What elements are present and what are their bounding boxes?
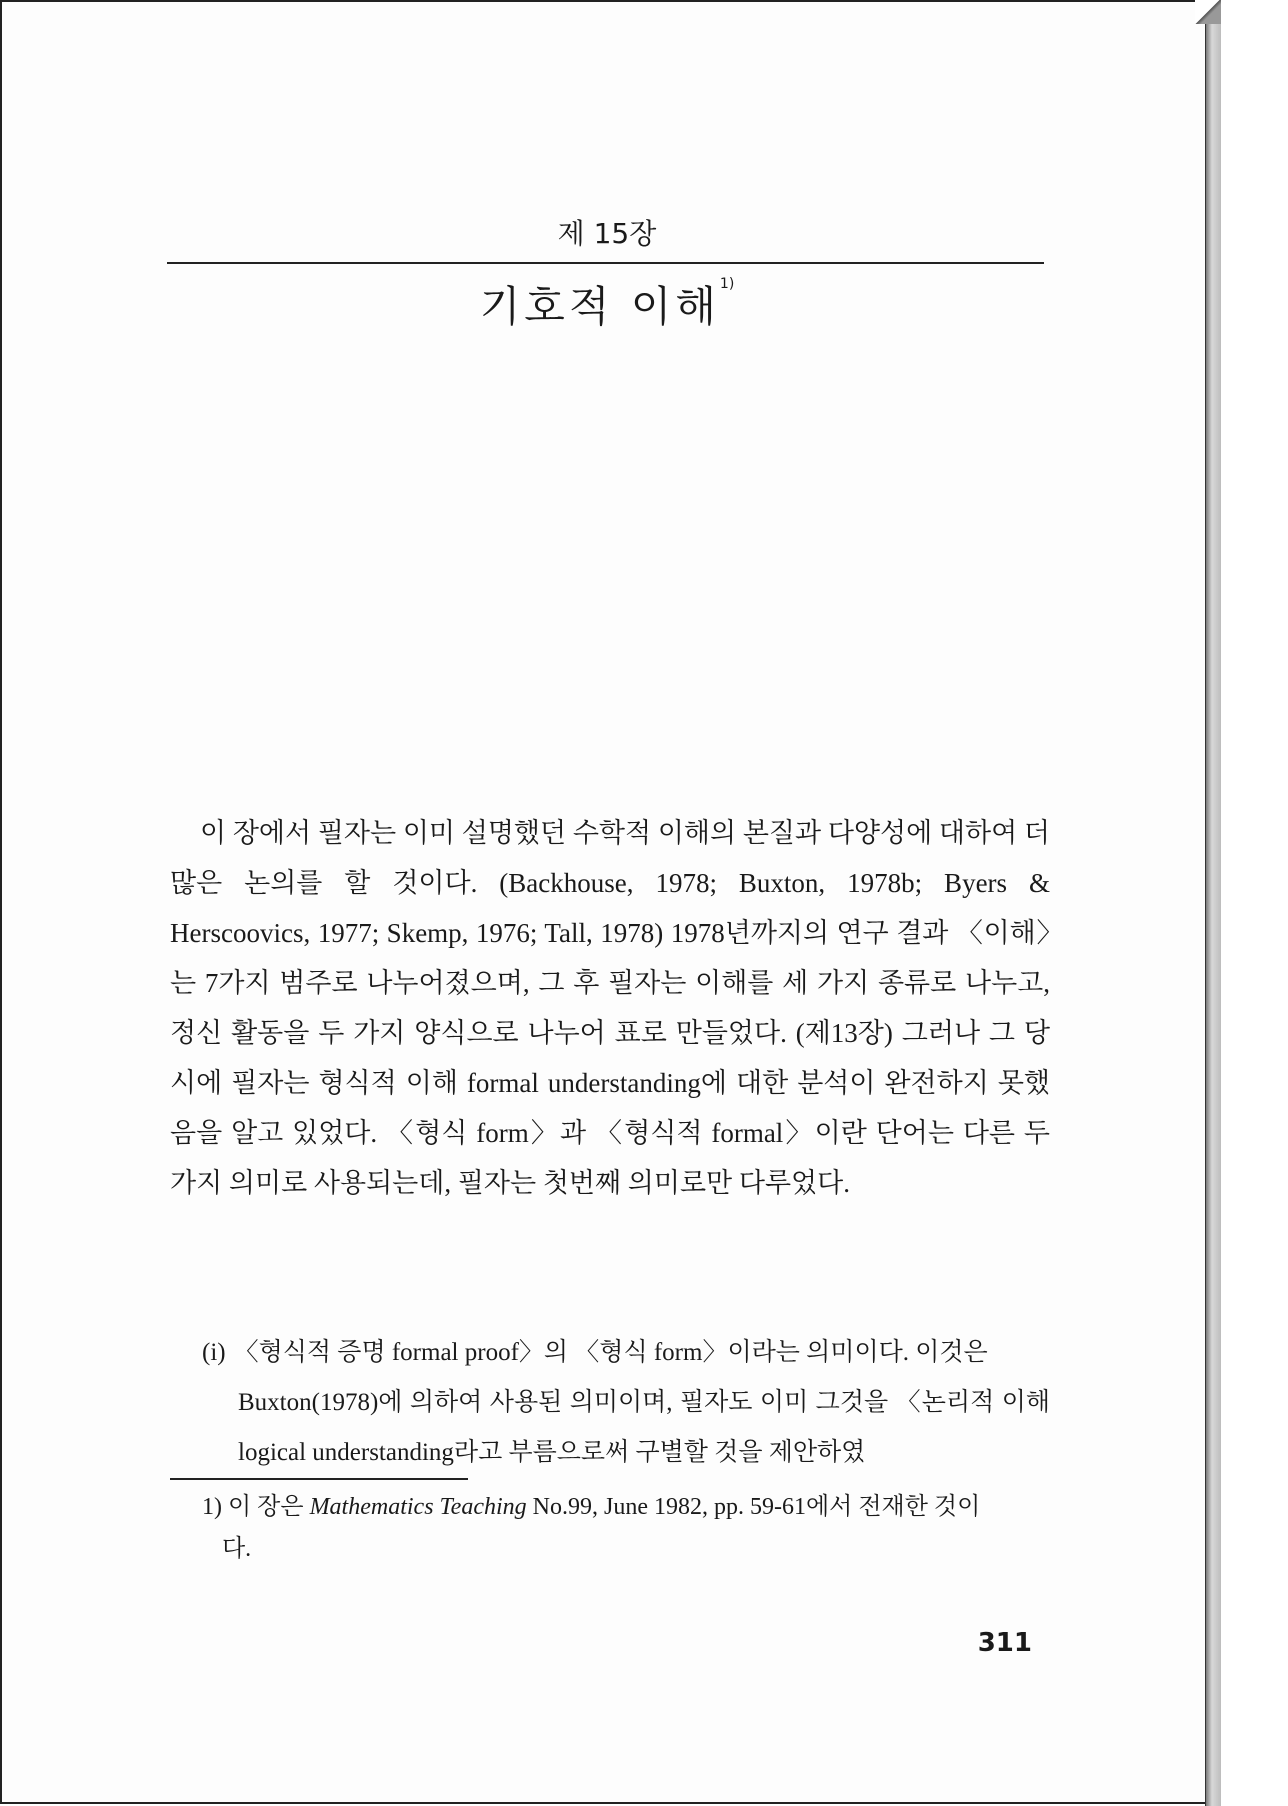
chapter-title [2,274,1212,334]
list-first-line: 〈형식적 증명 formal proof〉의 〈형식 form〉이라는 의미이다. 이것은 [233,1339,988,1366]
footnote-journal: Mathematics Teaching [309,1494,527,1520]
title-rule [167,262,1044,264]
footnote [202,1486,1050,1570]
chapter-title-footnote-mark: 1) [719,276,735,292]
footnote-text-after: No.99, June 1982, pp. 59-61에서 전재한 것이 [532,1494,981,1520]
page-corner [1195,0,1221,24]
list-marker: (i) [202,1339,226,1366]
chapter-title-text: 기호적 이해 [479,282,720,331]
chapter-number: 제 15장 [557,217,657,250]
footnote-text-line2: 다. [222,1536,252,1562]
page-edge [1205,0,1221,1806]
body-paragraph-text: 이 장에서 필자는 이미 설명했던 수학적 이해의 본질과 다양성에 대하여 더 많은 논의를 할 것이다. (Backhouse, 1978; Buxton, 1978b; Byers & Herscoovics, 1977; Skemp, 1976; Tall, 1978) 1978년까지의 연구 결과 〈이해〉는 7가지 범주로 나누어졌으며, 그 후 필자는 이해를 세 가지 종류로 나누고, 정신 활동을 두 가지 양식으로 나누어 표로 만들었다. (제13장) 그러나 그 당시에 필자는 형식적 이해 formal understanding에 대한 분석이 완전하지 못했음을 알고 있었다. 〈형식 form〉과 〈형식적 formal〉이란 단어는 다른 두 가지 의미로 사용되는데, 필자는 첫번째 의미로만 다루었다. [170,818,1050,1198]
footnote-rule [170,1478,468,1480]
footnote-text-before: 이 장은 [228,1494,304,1520]
footnote-mark: 1) [202,1494,222,1520]
list-item-i [202,1328,1050,1478]
page-number: 311 [977,1628,1032,1658]
body-paragraph [170,808,1050,1208]
list-continuation: Buxton(1978)에 의하여 사용된 의미이며, 필자도 이미 그것을 〈논리적 이해 logical understanding라고 부름으로써 구별할 것을 제안하였 [238,1389,1050,1466]
